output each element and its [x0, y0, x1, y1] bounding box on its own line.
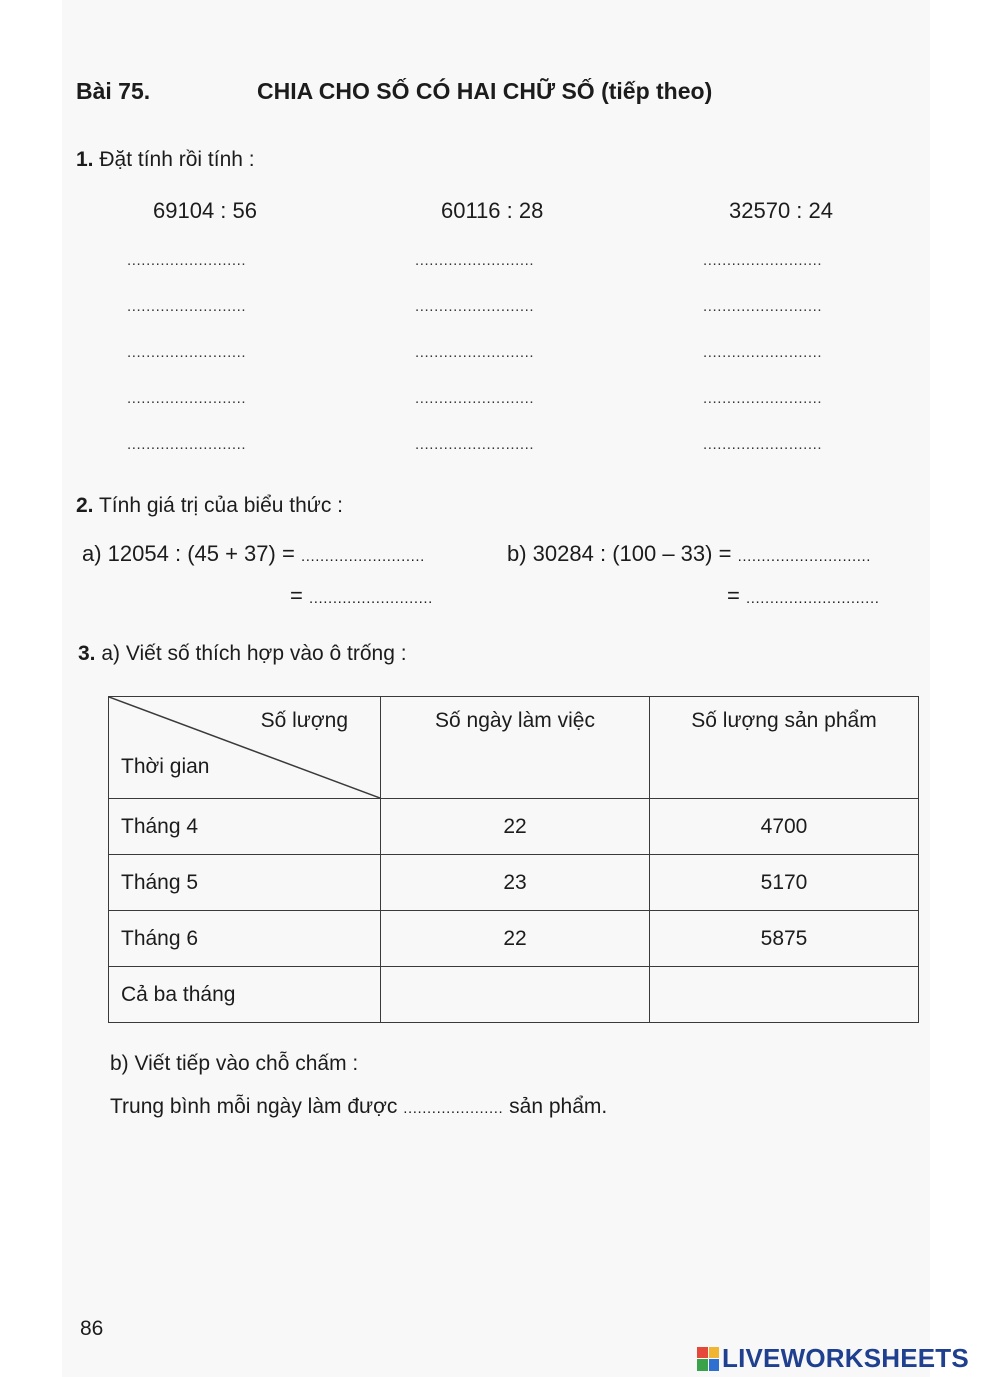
liveworksheets-brand: [697, 1343, 969, 1374]
question-3-heading: [78, 642, 407, 666]
division-problem-1: 69104 : 56: [153, 198, 257, 223]
expression-a: [82, 541, 425, 567]
expression-b-final-answer[interactable]: ............................: [745, 590, 880, 607]
average-sentence-end: sản phẩm.: [509, 1095, 608, 1118]
products-cell: 5875: [650, 911, 919, 967]
table-header-row: [109, 697, 919, 799]
answer-line[interactable]: .........................: [703, 298, 823, 315]
average-answer[interactable]: .....................: [403, 1100, 504, 1117]
answer-line[interactable]: .........................: [415, 436, 535, 453]
total-products-answer-cell[interactable]: [650, 967, 919, 1023]
table-row: [109, 911, 919, 967]
column-header-products: Số lượng sản phẩm: [650, 697, 919, 799]
row-label: Tháng 6: [109, 911, 381, 967]
question-3-number: 3.: [78, 642, 96, 665]
lesson-title: CHIA CHO SỐ CÓ HAI CHỮ SỐ (tiếp theo): [257, 78, 713, 104]
products-cell: 5170: [650, 855, 919, 911]
answer-line[interactable]: .........................: [415, 390, 535, 407]
corner-header-cell: [109, 697, 381, 799]
expression-b-text: b) 30284 : (100 – 33) =: [507, 541, 732, 566]
answer-line[interactable]: .........................: [415, 298, 535, 315]
corner-label-quantity: Số lượng: [260, 709, 348, 732]
days-cell: 23: [381, 855, 650, 911]
row-label: Tháng 5: [109, 855, 381, 911]
question-2-heading: [76, 494, 343, 518]
question-3-prompt-b: b) Viết tiếp vào chỗ chấm :: [110, 1052, 359, 1075]
table-row: [109, 855, 919, 911]
answer-line[interactable]: .........................: [127, 436, 247, 453]
table-row: [109, 799, 919, 855]
page-number: 86: [80, 1317, 104, 1340]
division-problem-3: 32570 : 24: [729, 198, 833, 223]
answer-line[interactable]: .........................: [703, 390, 823, 407]
question-2-prompt: Tính giá trị của biểu thức :: [98, 494, 343, 517]
liveworksheets-logo-icon: [697, 1347, 719, 1371]
total-days-answer-cell[interactable]: [381, 967, 650, 1023]
question-3-prompt-a: a) Viết số thích hợp vào ô trống :: [101, 642, 407, 665]
average-sentence-start: Trung bình mỗi ngày làm được: [110, 1095, 398, 1118]
question-1-heading: [76, 148, 255, 172]
expression-b: [507, 541, 871, 567]
table-row-total: [109, 967, 919, 1023]
expression-b-step: [727, 583, 879, 609]
products-cell: 4700: [650, 799, 919, 855]
brand-name: LIVEWORKSHEETS: [722, 1343, 969, 1373]
answer-line[interactable]: .........................: [703, 252, 823, 269]
days-cell: 22: [381, 911, 650, 967]
answer-line[interactable]: .........................: [127, 344, 247, 361]
expression-a-step: [290, 583, 433, 609]
answer-line[interactable]: .........................: [415, 252, 535, 269]
answer-line[interactable]: .........................: [127, 298, 247, 315]
corner-label-time: Thời gian: [121, 755, 210, 778]
average-sentence: [110, 1095, 607, 1119]
expression-a-answer[interactable]: ..........................: [300, 548, 425, 565]
answer-line[interactable]: .........................: [703, 344, 823, 361]
division-problem-2: 60116 : 28: [441, 198, 544, 223]
answer-line[interactable]: .........................: [415, 344, 535, 361]
days-cell: 22: [381, 799, 650, 855]
row-label: Cả ba tháng: [109, 967, 381, 1023]
expression-b-answer[interactable]: ............................: [737, 548, 872, 565]
answer-line[interactable]: .........................: [127, 390, 247, 407]
question-1-number: 1.: [76, 148, 94, 171]
row-label: Tháng 4: [109, 799, 381, 855]
column-header-days: Số ngày làm việc: [381, 697, 650, 799]
answer-line[interactable]: .........................: [127, 252, 247, 269]
expression-a-final-answer[interactable]: ..........................: [308, 590, 433, 607]
expression-a-text: a) 12054 : (45 + 37) =: [82, 541, 295, 566]
equals-sign: =: [727, 583, 740, 608]
lesson-number: Bài 75.: [76, 78, 151, 104]
equals-sign: =: [290, 583, 303, 608]
answer-line[interactable]: .........................: [703, 436, 823, 453]
question-1-prompt: Đặt tính rồi tính :: [99, 148, 255, 171]
production-table: [108, 696, 919, 1023]
question-2-number: 2.: [76, 494, 94, 517]
